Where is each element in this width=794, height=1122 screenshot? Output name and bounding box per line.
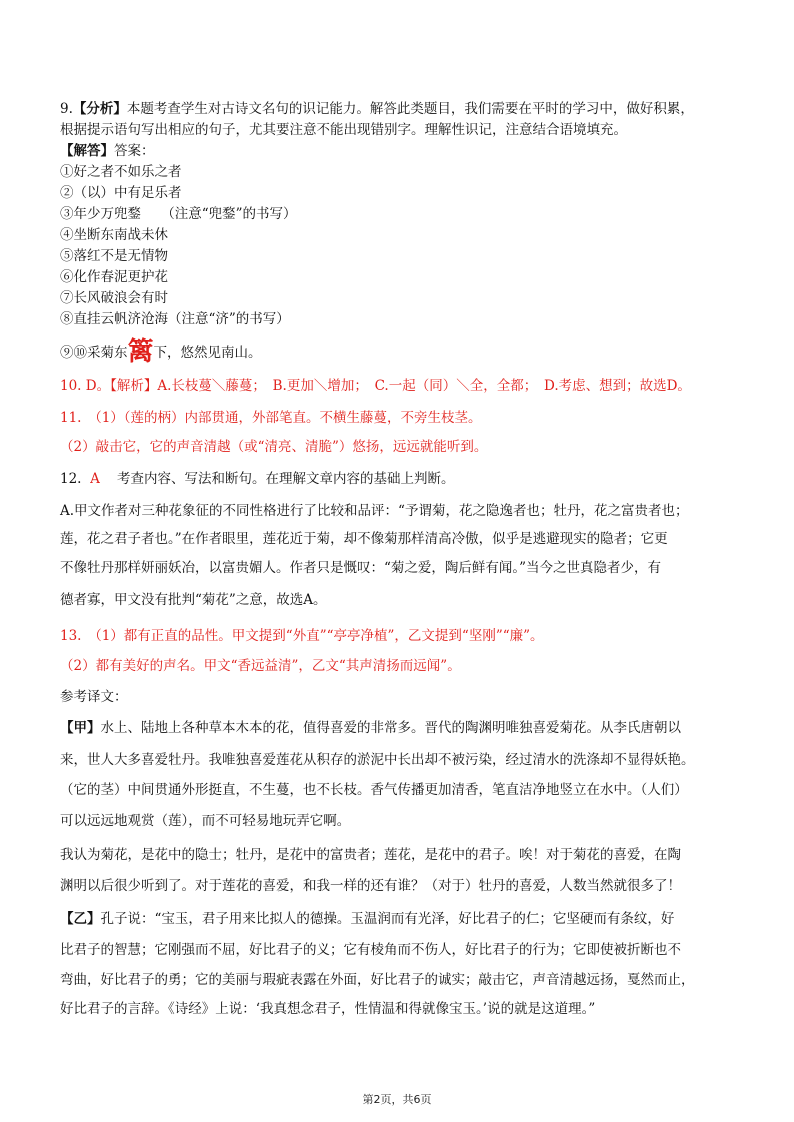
translation-jia-tag: 【甲】 — [60, 720, 101, 736]
translation-yi-line: 比君子的智慧；它刚强而不屈，好比君子的义；它有棱角而不伤人，好比君子的行为；它即使被折断也不 — [60, 942, 681, 958]
translation-yi-line: 好比君子的言辞。《诗经》上说：‘我真想念君子，性情温和得就像宝玉。’说的就是这道理。” — [60, 1001, 596, 1017]
q9-answer-item: ⑥化作春泥更护花 — [60, 269, 168, 285]
q9-answer-item: ⑤落红不是无情物 — [60, 248, 168, 264]
translation-jia-line: （它的茎）中间贯通外形挺直，不生蔓，也不长枝。香气传播更加清香，笔直洁净地竖立在水中。（人们） — [60, 782, 688, 798]
translation-para2-line: 渊明以后很少听到了。对于莲花的喜爱，和我一样的还有谁？（对于）牡丹的喜爱，人数当然就很多了！ — [60, 878, 681, 894]
q9-answer-item-9-10 — [60, 337, 750, 367]
q12-heading — [60, 470, 750, 488]
q9-answer-label-line — [60, 142, 750, 160]
translation-yi-line: 弯曲，好比君子的勇；它的美丽与瑕疵表露在外面，好比君子的诚实；敲击它，声音清越远扬，戛然而止， — [60, 972, 695, 988]
q9-analysis-text: 本题考查学生对古诗文名句的识记能力。解答此类题目，我们需要在平时的学习中，做好积累， — [126, 101, 694, 117]
translation-yi-tag: 【乙】 — [60, 911, 101, 927]
q9-answer-tag: 【解答】 — [60, 143, 114, 159]
q9-analysis-line-1 — [60, 100, 750, 118]
q9-answer-item: ③年少万兜鍪 （注意“兜鍪”的书写） — [60, 206, 297, 222]
q10-answer: 10. D。【解析】A.长枝蔓＼藤蔓； B.更加＼增加； C.一起（同）＼全，全都； D.考虑、想到；故选D。 — [60, 378, 691, 394]
q9-analysis-tag: 【分析】 — [72, 101, 127, 117]
q12-number: 12. — [60, 471, 82, 487]
translation-jia-line-1 — [60, 719, 750, 737]
translation-jia-line: 可以远远地观赏（莲），而不可轻易地玩弄它啊。 — [60, 813, 351, 829]
q9-analysis-line-2: 根据提示语句写出相应的句子，尤其要注意不能出现错别字。理解性识记，注意结合语境填充。 — [60, 122, 627, 138]
q11-answer-1: 11. （1）（莲的柄）内部贯通，外部笔直。不横生藤蔓，不旁生枝茎。 — [60, 410, 482, 426]
q11-answer-2: （2）敲击它，它的声音清越（或“清亮、清脆”）悠扬，远远就能听到。 — [60, 439, 488, 455]
q13-answer-1: 13. （1）都有正直的品性。甲文提到“外直”“亭亭净植”，乙文提到“坚刚”“廉”。 — [60, 628, 544, 644]
q9-number: 9. — [60, 101, 73, 117]
translation-jia-line: 来，世人大多喜爱牡丹。我唯独喜爱莲花从积存的淤泥中长出却不被污染，经过清水的洗涤却不显得妖艳。 — [60, 752, 695, 768]
translation-yi-text: 孔子说：“宝玉，君子用来比拟人的德操。玉温润而有光泽，好比君子的仁；它坚硬而有条纹，好 — [100, 911, 675, 927]
q9-answer-9-10-before: ⑨⑩采菊东 — [60, 345, 128, 361]
q9-highlighted-char: 篱 — [127, 337, 154, 367]
q12-answer-letter: A — [90, 471, 100, 487]
translation-label: 参考译文： — [60, 689, 128, 705]
q12-body-line: 莲，花之君子者也。”在作者眼里，莲花近于菊，却不像菊那样清高冷傲，似乎是逃避现实的隐者；它更 — [60, 531, 668, 547]
q9-answer-item: ⑦长风破浪会有时 — [60, 290, 168, 306]
q12-body-line: 不像牡丹那样妍丽妖冶，以富贵媚人。作者只是慨叹：“菊之爱，陶后鲜有闻。”当今之世真隐者少，有 — [60, 560, 662, 576]
q12-body-line: A.甲文作者对三种花象征的不同性格进行了比较和品评：“予谓菊，花之隐逸者也；牡丹，花之富贵者也； — [60, 503, 689, 519]
q9-answer-item: ②（以）中有足乐者 — [60, 185, 182, 201]
q9-answer-label: 答案： — [114, 143, 155, 159]
q9-answer-item: ④坐断东南战未休 — [60, 227, 168, 243]
q12-heading-text: 考查内容、写法和断句。在理解文章内容的基础上判断。 — [117, 471, 455, 487]
q9-answer-item: ⑧直挂云帆济沧海（注意“济”的书写） — [60, 311, 290, 327]
translation-para2-line: 我认为菊花，是花中的隐士；牡丹，是花中的富贵者；莲花，是花中的君子。唉！对于菊花的喜爱，在陶 — [60, 847, 681, 863]
q9-answer-9-10-after: 下，悠然见南山。 — [153, 345, 262, 361]
q12-body-line: 德者寡，甲文没有批判“菊花”之意，故选A。 — [60, 592, 327, 608]
translation-jia-text: 水上、陆地上各种草本木本的花，值得喜爱的非常多。晋代的陶渊明唯独喜爱菊花。从李氏唐朝以 — [100, 720, 681, 736]
translation-yi-line-1 — [60, 910, 750, 928]
page-number-footer: 第2页，共6页 — [362, 1093, 432, 1106]
q9-answer-item: ①好之者不如乐之者 — [60, 164, 182, 180]
q13-answer-2: （2）都有美好的声名。甲文“香远益清”，乙文“其声清扬而远闻”。 — [60, 658, 461, 674]
